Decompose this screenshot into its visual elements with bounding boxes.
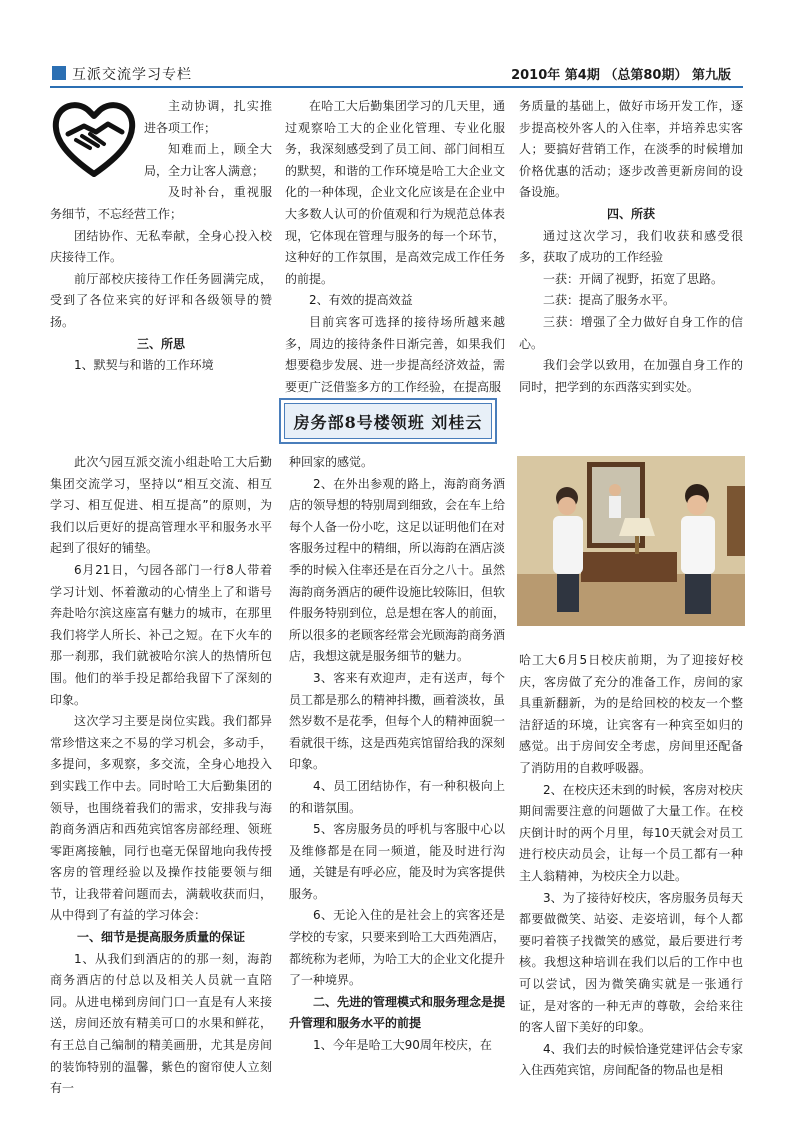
paragraph: 我们会学以致用，在加强自身工作的同时，把学到的东西落实到实处。 — [519, 358, 743, 394]
paragraph: 2、有效的提高效益 — [309, 293, 413, 308]
paragraph: 前厅部校庆接待工作任务圆满完成，受到了各位来宾的好评和各级领导的赞扬。 — [50, 271, 272, 329]
top-column-1 — [50, 96, 272, 377]
paragraph: 3、为了接待好校庆，客房服务员每天都要做微笑、站姿、走姿培训，每个人都要叼着筷子找微笑的感觉，最后要进行考核。我想这种培训在我们以后的工作中也可以尝试，因为微笑确实就是一张通行证，是对客的一种无声的尊敬，会给来往的客人留下美好的印象。 — [519, 890, 743, 1035]
paragraph: 及时补台，重视服务细节，不忘经营工作； — [50, 185, 272, 221]
paragraph: 通过这次学习，我们收获和感受很多，获取了成功的工作经验 — [519, 228, 743, 265]
paragraph: 种回家的感觉。 — [289, 455, 374, 469]
paragraph: 3、客来有欢迎声，走有送声，每个员工都是那么的精神抖擞，画着淡妆，虽然岁数不是花季，但每个人的精神面貌一看就很干练，这是西苑宾馆留给我的深刻印象。 — [289, 670, 506, 772]
paragraph: 知难而上，顾全大局，全力让客人满意； — [144, 142, 272, 178]
bottom-column-3 — [519, 650, 743, 1082]
paragraph: 目前宾客可选择的接待场所越来越多，周边的接待条件日渐完善，如果我们想要稳步发展、进一步提高经济效益，需要更广泛借鉴多方的工作经验，在提高服 — [285, 314, 505, 394]
bottom-column-2 — [289, 452, 505, 1057]
author-banner — [279, 398, 497, 444]
section-heading: 二、先进的管理模式和服务理念是提升管理和服务水平的前提 — [289, 994, 506, 1031]
paragraph: 主动协调，扎实推进各项工作； — [144, 99, 272, 135]
paragraph: 4、我们去的时候恰逢党建评估会专家入住西苑宾馆，房间配备的物品也是相 — [519, 1041, 743, 1078]
paragraph: 一获：开阔了视野，拓宽了思路。 — [543, 271, 724, 286]
top-column-3 — [519, 96, 743, 398]
paragraph: 6、无论入住的是社会上的宾客还是学校的专家，只要来到哈工大西苑酒店，都统称为老师，为哈工大的企业文化提升了一种境界。 — [289, 908, 506, 988]
paragraph: 2、在校庆还未到的时候，客房对校庆期间需要注意的问题做了大量工作。在校庆倒计时的两个月里，每10天就会对员工进行校庆动员会，让每一个员工都有一种主人翁精神，为校庆全力以赴。 — [519, 782, 743, 883]
section-heading: 四、所获 — [606, 206, 655, 221]
paragraph: 这次学习主要是岗位实践。我们都异常珍惜这来之不易的学习机会，多动手，多提问，多观察，多交流，全身心地投入到实践工作中去。同时哈工大后勤集团的领导，也围绕着我们的需求，安排我与海韵商务酒店和西苑宾馆客房部经理、领班零距离接触，同行也毫无保留地向我传授客房的管理经验以及操作技能要领与细节，让我带着问题而去，满载收获而归，从中得到了有益的学习体会： — [50, 714, 272, 923]
paragraph: 此次勺园互派交流小组赴哈工大后勤集团交流学习，坚持以“相互交流、相互学习、相互促进、相互提高”的原则，为我们以后更好的提高管理水平和服务水平起到了很好的铺垫。 — [50, 455, 272, 556]
paragraph: 哈工大6月5日校庆前期，为了迎接好校庆，客房做了充分的准备工作，房间的家具重新翻新，为的是给回校的校友一个整洁舒适的环境，让宾客有一种宾至如归的感觉。出于房间安全考虑，房间里还配备了消防用的自救呼吸器。 — [519, 653, 743, 775]
paragraph: 2、在外出参观的路上，海韵商务酒店的领导想的特别周到细致，会在车上给每个人备一份小吃，这足以证明他们在对客服务过程中的精细，所以海韵在酒店淡季的时候入住率还是在百分之八十。虽然海韵商务酒店的硬件设施比较陈旧，但软件服务特别到位，总是想在客人的前面，所以很多的老顾客经常会光顾海韵商务酒店，我想这就是服务细节的魅力。 — [289, 476, 506, 664]
paragraph: 5、客房服务员的呼机与客服中心以及维修都是在同一频道，能及时进行沟通，关键是有呼必应，能及时为宾客提供服务。 — [289, 822, 506, 901]
section-heading: 一、细节是提高服务质量的保证 — [76, 930, 245, 945]
handshake-heart-icon — [50, 96, 138, 186]
paragraph: 1、从我们到酒店的的那一刻，海韵商务酒店的付总以及相关人员就一直陪同。从进电梯到房间门口一直是有人来接送，房间还放有精美可口的水果和鲜花，有王总自己编制的精美画册，尤其是房间的装饰特别的温馨，紫色的窗帘使人立刻有一 — [50, 951, 272, 1096]
paragraph: 务质量的基础上，做好市场开发工作，逐步提高校外客人的入住率，并培养忠实客人；要搞好营销工作，在淡季的时候增加价格优惠的活动；逐步改善更新房间的设备设施。 — [519, 99, 743, 200]
header-rule — [50, 86, 743, 88]
section-heading: 三、所思 — [136, 336, 185, 351]
paragraph: 在哈工大后勤集团学习的几天里，通过观察哈工大的企业化管理、专业化服务，我深刻感受到了员工间、部门间相互的默契，和谐的工作环境是哈工大企业文化的一种体现，企业文化应该是在企业中大多数人认可的价值观和行为规范总体表现，它体现在管理与服务的每一个环节，这种好的工作氛围，是高效完成工作任务的前提。 — [285, 99, 505, 286]
paragraph: 团结协作、无私奉献，全身心投入校庆接待工作。 — [50, 228, 272, 265]
paragraph: 二获：提高了服务水平。 — [543, 293, 676, 308]
hotel-room-staff-photo — [517, 456, 745, 626]
paragraph: 1、默契与和谐的工作环境 — [74, 358, 214, 373]
header-accent-square — [52, 66, 66, 80]
top-column-2 — [285, 96, 505, 398]
paragraph: 三获：增强了全力做好自身工作的信心。 — [519, 314, 743, 351]
paragraph: 1、今年是哈工大90周年校庆，在 — [313, 1038, 492, 1053]
column-title: 互派交流学习专栏 — [72, 67, 192, 83]
issue-info: 2010年 第4期 （总第80期） 第九版 — [511, 68, 731, 83]
paragraph: 4、员工团结协作，有一种积极向上的和谐氛围。 — [289, 778, 505, 815]
bottom-column-1 — [50, 452, 272, 1100]
author-banner-text: 房务部8号楼领班 刘桂云 — [284, 403, 492, 439]
paragraph: 6月21日，勺园各部门一行8人带着学习计划、怀着激动的心情坐上了和谐号奔赴哈尔滨这座富有魅力的城市，在那里我们将学人所长、补己之短。在下火车的那一刹那，我们就被哈尔滨人的热情所包围。他们的举手投足都给我留下了深刻的印象。 — [50, 562, 272, 707]
